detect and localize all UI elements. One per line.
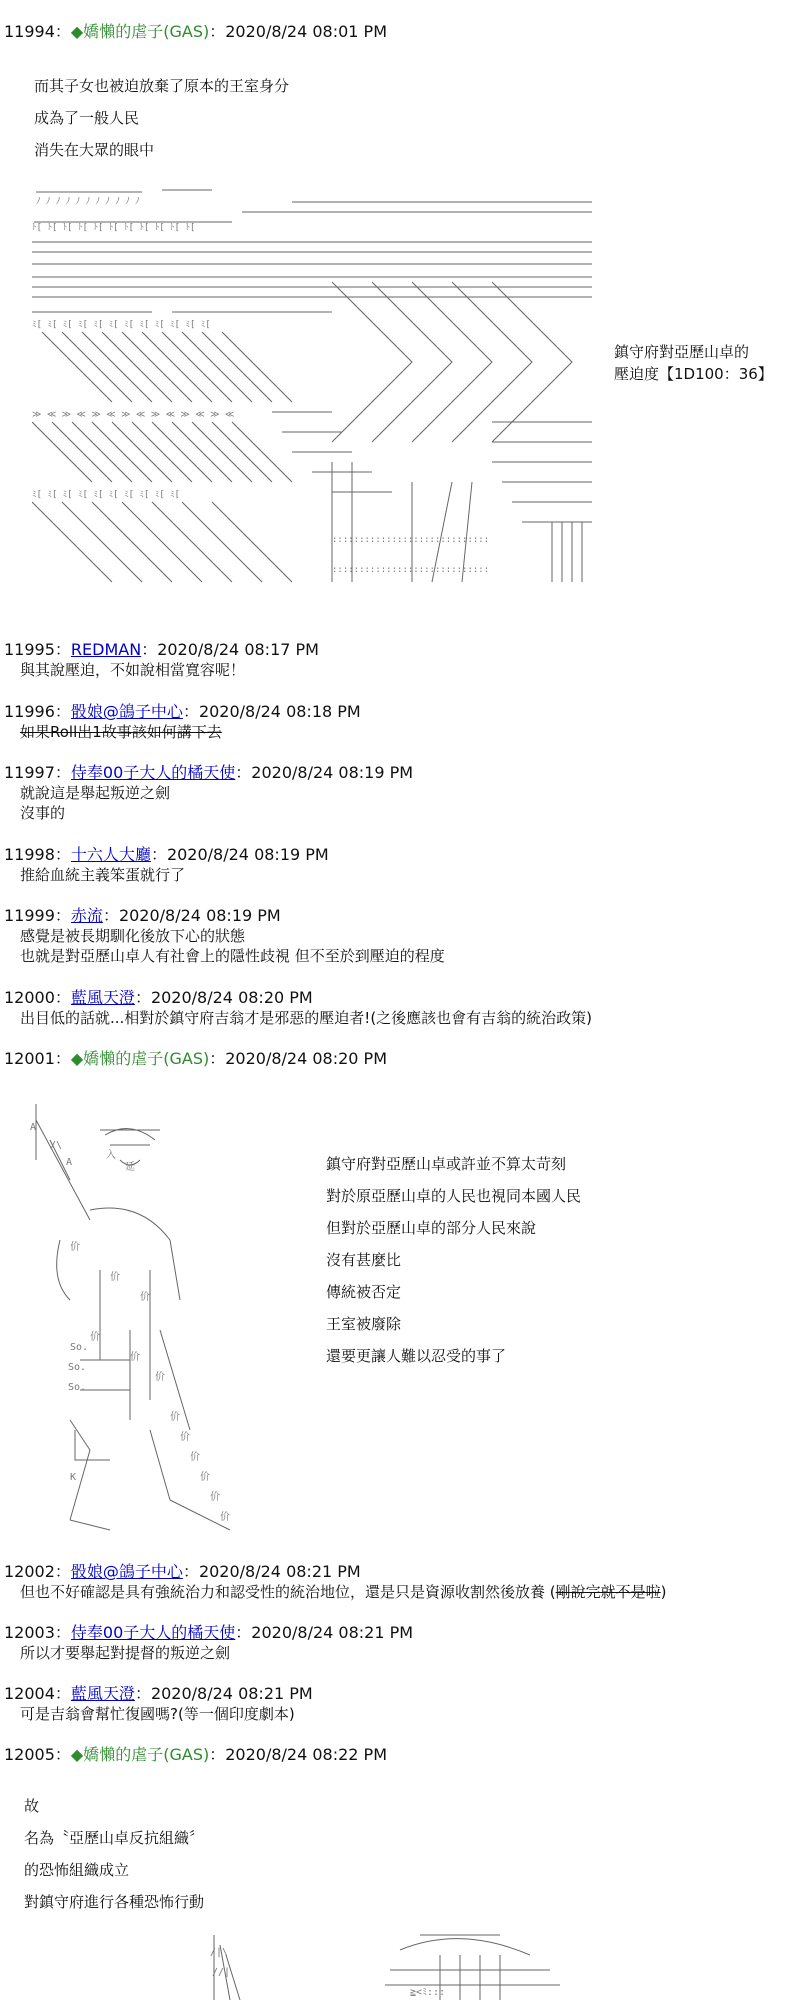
post-line-end: ) — [660, 1583, 667, 1601]
post-line-struck: 如果Roll出1故事該如何講下去 — [20, 723, 222, 741]
svg-text:ﾉ ﾉ ﾉ ﾉ ﾉ ﾉ ﾉ ﾉ ﾉ ﾉ ﾉ: ﾉ ﾉ ﾉ ﾉ ﾉ ﾉ ﾉ ﾉ ﾉ ﾉ ﾉ — [36, 197, 140, 207]
post-line: 成為了一般人民 — [34, 109, 140, 127]
post-number: 11999 — [4, 906, 55, 925]
aa-caption: 壓迫度【1D100：36】 — [614, 365, 773, 383]
post-line: 對於原亞歷山卓的人民也視同本國人民 — [326, 1187, 582, 1205]
post-header: 12002：骰娘@鴿子中心：2020/8/24 08:21 PM — [4, 1562, 361, 1581]
post-header: 12004：藍風天澄：2020/8/24 08:21 PM — [4, 1684, 313, 1703]
svg-text:So.: So. — [68, 1362, 87, 1373]
post-number: 12001 — [4, 1049, 55, 1068]
post-time: ：2020/8/24 08:01 PM — [209, 22, 387, 41]
post-number: 11995 — [4, 640, 55, 659]
ascii-art-partial-drawing — [200, 1925, 600, 2000]
svg-text:价: 价 — [220, 1512, 230, 1523]
svg-text:ﾐ[ ﾐ[ ﾐ[ ﾐ[ ﾐ[ ﾐ[ ﾐ[ ﾐ[ ﾐ[ ﾐ[: ﾐ[ ﾐ[ ﾐ[ ﾐ[ ﾐ[ ﾐ[ ﾐ[ ﾐ[ ﾐ[ ﾐ[ ﾐ[ ﾐ[ — [32, 320, 211, 330]
post-line: 消失在大眾的眼中 — [34, 141, 155, 159]
post-author-link[interactable]: 骰娘@鴿子中心 — [70, 702, 183, 721]
post-time: ：2020/8/24 08:19 PM — [102, 906, 281, 925]
post-header: 11998：十六人大廳：2020/8/24 08:19 PM — [4, 845, 329, 864]
post-time: ：2020/8/24 08:19 PM — [235, 763, 414, 782]
svg-text://|: //| — [212, 1967, 231, 1978]
post-line: 推給血統主義笨蛋就行了 — [20, 866, 186, 884]
post-author-link[interactable]: 赤流 — [70, 906, 103, 925]
post-line: 還要更讓人難以忍受的事了 — [326, 1347, 507, 1365]
post-header: 11999：赤流：2020/8/24 08:19 PM — [4, 906, 281, 925]
post-number: 12000 — [4, 988, 55, 1007]
svg-text:价: 价 — [155, 1372, 165, 1383]
post-number: 12003 — [4, 1623, 55, 1642]
post-line-main: 但也不好確認是具有強統治力和認受性的統治地位，還是只是資源收割然後放養 ( — [20, 1583, 556, 1601]
ascii-art-partial — [200, 1925, 600, 2000]
svg-text:/|\: /|\ — [210, 1947, 229, 1958]
post-header: 11996：骰娘@鴿子中心：2020/8/24 08:18 PM — [4, 702, 361, 721]
post-header: 11995：REDMAN：2020/8/24 08:17 PM — [4, 640, 319, 659]
post-number: 11997 — [4, 763, 55, 782]
svg-text::::::::::::::::::::::::::::::: ::::::::::::::::::::::::::::: — [332, 565, 490, 575]
svg-text:价: 价 — [90, 1332, 100, 1343]
post-line: 與其說壓迫，不如說相當寬容呢！ — [20, 661, 246, 679]
svg-text:价: 价 — [200, 1472, 210, 1483]
post-line: 名為〝亞歷山卓反抗組織〞 — [24, 1829, 205, 1847]
post-time: ：2020/8/24 08:19 PM — [150, 845, 329, 864]
svg-text:价: 价 — [70, 1242, 80, 1253]
svg-text:K: K — [70, 1472, 77, 1483]
post-author-link[interactable]: REDMAN — [70, 640, 142, 659]
post-line: 就說這是舉起叛逆之劍 — [20, 784, 171, 802]
svg-text:入: 入 — [106, 1150, 116, 1161]
post-author-link[interactable]: 藍風天澄 — [70, 988, 135, 1007]
post-number: 12004 — [4, 1684, 55, 1703]
post-number: 12005 — [4, 1745, 55, 1764]
post-author[interactable]: ◆嬌懶的虐子(GAS) — [70, 1049, 210, 1068]
post-line: 也就是對亞歷山卓人有社會上的隱性歧視 但不至於到壓迫的程度 — [20, 947, 445, 965]
post-author[interactable]: ◆嬌懶的虐子(GAS) — [70, 22, 210, 41]
svg-text:价: 价 — [170, 1412, 180, 1423]
post-line: 而其子女也被迫放棄了原本的王室身分 — [34, 77, 290, 95]
post-line: 王室被廢除 — [326, 1315, 402, 1333]
post-author-link[interactable]: 藍風天澄 — [70, 1684, 135, 1703]
svg-text:So.: So. — [68, 1382, 87, 1393]
post-line: 傳統被否定 — [326, 1283, 402, 1301]
svg-text:ﾐ[ ﾐ[ ﾐ[ ﾐ[ ﾐ[ ﾐ[ ﾐ[ ﾐ[ ﾐ[ ﾐ[: ﾐ[ ﾐ[ ﾐ[ ﾐ[ ﾐ[ ﾐ[ ﾐ[ ﾐ[ ﾐ[ ﾐ[ — [32, 490, 180, 500]
post-header: 12003：侍奉00子大人的橘天使：2020/8/24 08:21 PM — [4, 1623, 414, 1642]
ascii-art-castle — [32, 182, 592, 602]
ascii-art-soldier-drawing — [30, 1100, 270, 1550]
svg-text:价: 价 — [140, 1292, 150, 1303]
post-author[interactable]: ◆嬌懶的虐子(GAS) — [70, 1745, 210, 1764]
svg-text:≫ ≪ ≫ ≪ ≫ ≪ ≫ ≪ ≫ ≪ ≫ ≪ ≫ ≪: ≫ ≪ ≫ ≪ ≫ ≪ ≫ ≪ ≫ ≪ ≫ ≪ ≫ ≪ — [32, 410, 235, 420]
post-line: 故 — [24, 1797, 40, 1815]
post-author-link[interactable]: 十六人大廳 — [70, 845, 151, 864]
aa-caption: 鎮守府對亞歷山卓的 — [614, 343, 750, 361]
post-line: 沒有甚麼比 — [326, 1251, 402, 1269]
svg-text:价: 价 — [130, 1352, 140, 1363]
svg-text:So.: So. — [70, 1342, 89, 1353]
post-header: 11994：◆嬌懶的虐子(GAS)：2020/8/24 08:01 PM — [4, 22, 387, 41]
post-author-link[interactable]: 骰娘@鴿子中心 — [70, 1562, 183, 1581]
post-line: 的恐怖組織成立 — [24, 1861, 130, 1879]
svg-text:价: 价 — [180, 1432, 190, 1443]
post-time: ：2020/8/24 08:17 PM — [141, 640, 319, 659]
post-number: 12002 — [4, 1562, 55, 1581]
post-time: ：2020/8/24 08:22 PM — [209, 1745, 387, 1764]
svg-text::::::::::::::::::::::::::::::: ::::::::::::::::::::::::::::: — [332, 535, 490, 545]
post-line: 所以才要舉起對提督的叛逆之劍 — [20, 1644, 231, 1662]
post-line-struck: 剛說完就不是啦 — [555, 1583, 661, 1601]
svg-text:价: 价 — [210, 1492, 220, 1503]
post-time: ：2020/8/24 08:21 PM — [182, 1562, 361, 1581]
post-line: 感覺是被長期馴化後放下心的狀態 — [20, 927, 246, 945]
post-number: 11996 — [4, 702, 55, 721]
post-number: 11998 — [4, 845, 55, 864]
post-header: 12000：藍風天澄：2020/8/24 08:20 PM — [4, 988, 313, 1007]
post-header: 12001：◆嬌懶的虐子(GAS)：2020/8/24 08:20 PM — [4, 1049, 387, 1068]
post-header: 12005：◆嬌懶的虐子(GAS)：2020/8/24 08:22 PM — [4, 1745, 387, 1764]
post-author-link[interactable]: 侍奉00子大人的橘天使 — [70, 763, 236, 782]
post-time: ：2020/8/24 08:20 PM — [134, 988, 313, 1007]
post-line: 出目低的話就...相對於鎮守府吉翁才是邪惡的壓迫者!(之後應該也會有吉翁的統治政策) — [20, 1009, 593, 1027]
ascii-art-soldier — [30, 1100, 270, 1550]
post-line: 但對於亞歷山卓的部分人民來說 — [326, 1219, 537, 1237]
post-line — [20, 1582, 667, 1602]
post-number: 11994 — [4, 22, 55, 41]
post-header: 11997：侍奉00子大人的橘天使：2020/8/24 08:19 PM — [4, 763, 414, 782]
svg-text:ﾄ[ ﾄ[ ﾄ[ ﾄ[ ﾄ[ ﾄ[ ﾄ[ ﾄ[ ﾄ[ ﾄ[: ﾄ[ ﾄ[ ﾄ[ ﾄ[ ﾄ[ ﾄ[ ﾄ[ ﾄ[ ﾄ[ ﾄ[ ﾄ[ — [32, 223, 196, 233]
post-author-link[interactable]: 侍奉00子大人的橘天使 — [70, 1623, 236, 1642]
ascii-art-castle-drawing — [32, 182, 592, 602]
post-line: 對鎮守府進行各種恐怖行動 — [24, 1893, 205, 1911]
svg-text:/\: /\ — [50, 1140, 63, 1151]
post-time: ：2020/8/24 08:21 PM — [134, 1684, 313, 1703]
svg-text:延: 延 — [125, 1162, 135, 1173]
post-line: 鎮守府對亞歷山卓或許並不算太苛刻 — [326, 1155, 567, 1173]
post-time: ：2020/8/24 08:20 PM — [209, 1049, 387, 1068]
post-time: ：2020/8/24 08:21 PM — [235, 1623, 414, 1642]
svg-text:A: A — [30, 1122, 37, 1133]
post-line: 可是吉翁會幫忙復國嗎?(等一個印度劇本) — [20, 1705, 295, 1723]
svg-text:≧<ﾐ:::: ≧<ﾐ::: — [410, 1987, 446, 1998]
post-line: 沒事的 — [20, 804, 66, 822]
svg-text:价: 价 — [190, 1452, 200, 1463]
post-time: ：2020/8/24 08:18 PM — [182, 702, 361, 721]
svg-text:价: 价 — [110, 1272, 120, 1283]
svg-text:A: A — [66, 1157, 73, 1168]
